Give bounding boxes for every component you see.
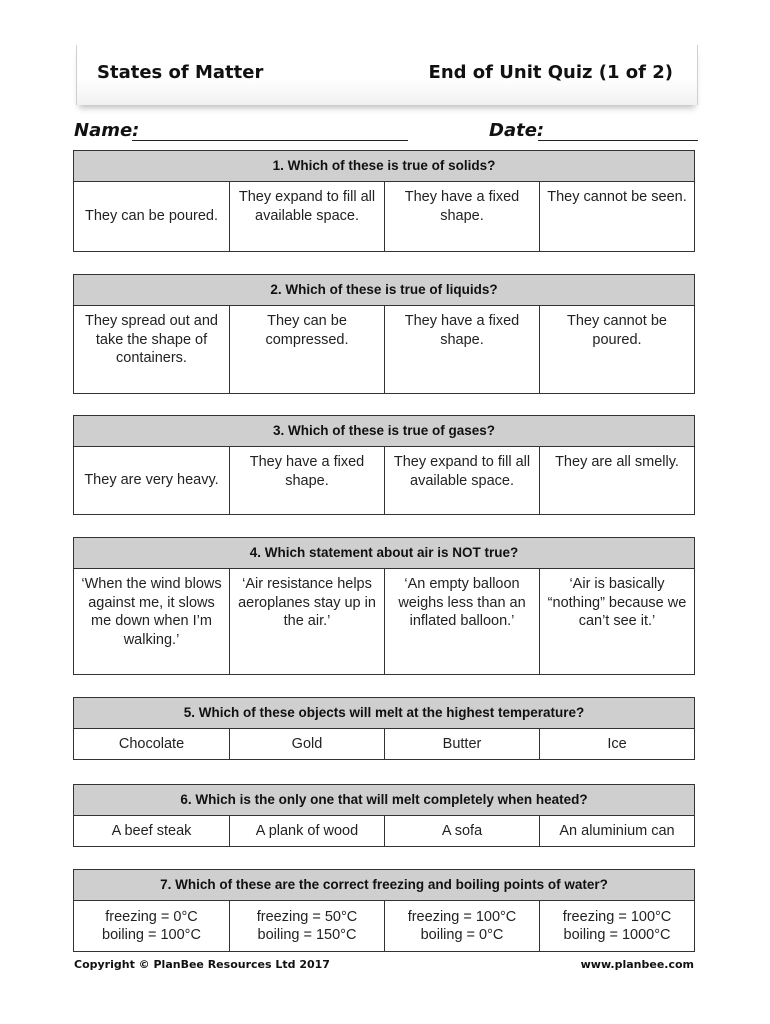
answer-option[interactable]: They spread out and take the shape of containers. [84,313,218,366]
answer-option[interactable]: An aluminium can [539,816,694,846]
answer-option[interactable]: A plank of wood [229,816,384,846]
answer-option[interactable] [74,901,229,951]
answer-option[interactable]: They cannot be poured. [539,306,694,393]
date-label: Date: [489,120,545,141]
question-prompt: 4. Which statement about air is NOT true? [74,538,694,569]
date-field[interactable] [538,140,698,141]
question-prompt: 3. Which of these is true of gases? [74,416,694,447]
answer-option[interactable]: Ice [539,729,694,759]
question-1 [73,150,695,252]
quiz-label: End of Unit Quiz (1 of 2) [428,62,673,83]
boiling-point: boiling = 1000°C [563,927,671,943]
answer-option[interactable]: They can be compressed. [229,306,384,393]
freezing-point: freezing = 0°C [105,908,198,925]
answer-option[interactable]: They cannot be seen. [539,182,694,251]
answer-option[interactable]: A beef steak [111,822,192,839]
question-2 [73,274,695,394]
question-prompt: 7. Which of these are the correct freezing and boiling points of water? [74,870,694,901]
freezing-point: freezing = 100°C [562,908,672,925]
name-date-row [74,118,698,144]
answer-option[interactable]: Chocolate [118,735,185,752]
question-6 [73,784,695,847]
name-field[interactable] [132,140,408,141]
answer-option[interactable]: ‘An empty balloon weighs less than an inflated balloon.’ [384,569,539,674]
answer-option[interactable]: They expand to fill all available space. [229,182,384,251]
answer-option[interactable]: They expand to fill all available space. [384,447,539,514]
answer-option[interactable]: Gold [229,729,384,759]
answer-option[interactable]: ‘When the wind blows against me, it slows me down when I’m walking.’ [81,576,222,648]
freezing-point: freezing = 100°C [407,908,517,925]
answer-option[interactable]: They are very heavy. [84,472,219,489]
worksheet-header [76,45,698,105]
worksheet-title: States of Matter [97,62,264,83]
boiling-point: boiling = 100°C [102,927,201,943]
answer-option[interactable]: They have a fixed shape. [384,182,539,251]
question-4 [73,537,695,675]
freezing-point: freezing = 50°C [256,908,358,925]
question-3 [73,415,695,515]
copyright-text: Copyright © PlanBee Resources Ltd 2017 [74,958,330,971]
answer-option[interactable] [539,901,694,951]
answer-option[interactable]: They can be poured. [84,208,218,225]
question-prompt: 2. Which of these is true of liquids? [74,275,694,306]
answer-option[interactable]: Butter [384,729,539,759]
website-link[interactable]: www.planbee.com [580,958,694,971]
boiling-point: boiling = 0°C [420,927,504,943]
question-prompt: 1. Which of these is true of solids? [74,151,694,182]
question-prompt: 6. Which is the only one that will melt completely when heated? [74,785,694,816]
name-label: Name: [74,120,140,141]
answer-option[interactable]: ‘Air is basically “nothing” because we can’t see it.’ [539,569,694,674]
boiling-point: boiling = 150°C [257,927,357,943]
answer-option[interactable]: ‘Air resistance helps aeroplanes stay up in the air.’ [229,569,384,674]
answer-option[interactable]: They are all smelly. [539,447,694,514]
answer-option[interactable]: They have a fixed shape. [229,447,384,514]
question-5 [73,697,695,760]
answer-option[interactable] [384,901,539,951]
question-prompt: 5. Which of these objects will melt at the highest temperature? [74,698,694,729]
answer-option[interactable]: A sofa [384,816,539,846]
answer-option[interactable]: They have a fixed shape. [384,306,539,393]
question-7 [73,869,695,952]
answer-option[interactable] [229,901,384,951]
